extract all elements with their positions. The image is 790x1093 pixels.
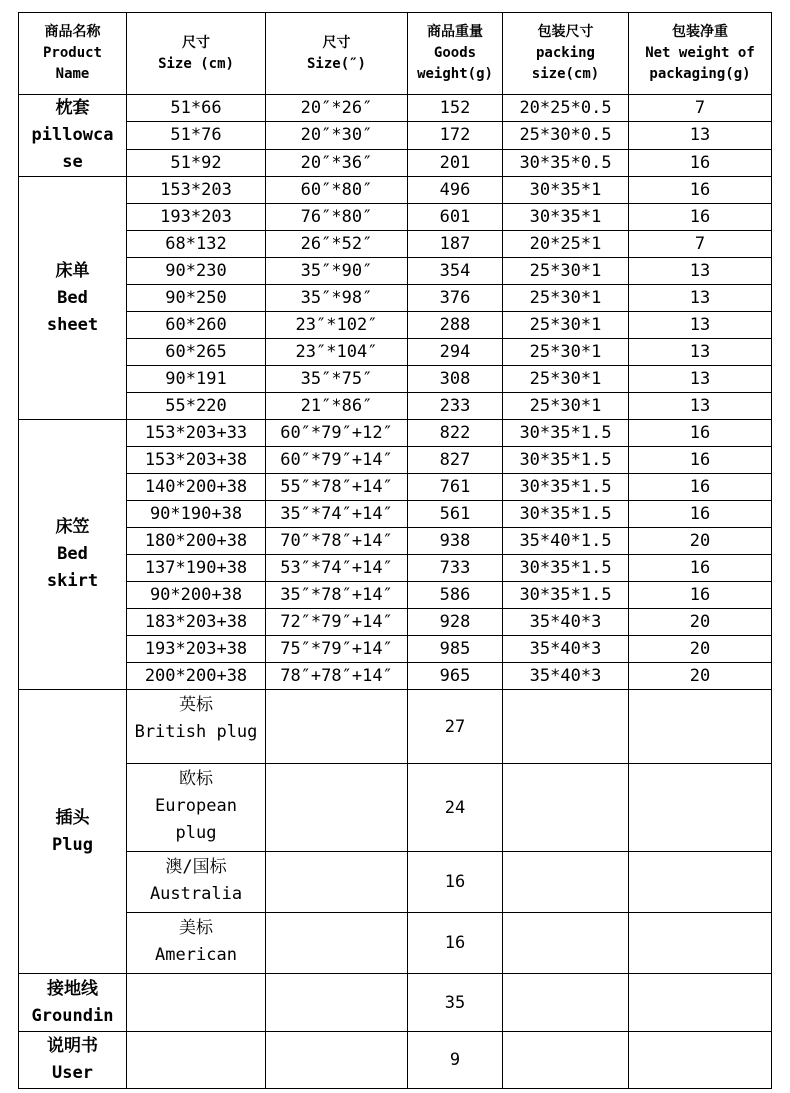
header-text: Net weight of bbox=[645, 45, 755, 61]
plug-label: 美标 bbox=[179, 918, 213, 938]
table-row bbox=[19, 258, 772, 285]
product-spec-table bbox=[18, 12, 772, 1089]
cell-size-cm: 51*92 bbox=[127, 149, 266, 176]
table-row bbox=[19, 764, 772, 852]
category-label: 插头 bbox=[55, 807, 90, 828]
cell-goods-weight: 35 bbox=[408, 974, 503, 1032]
cell-empty bbox=[629, 852, 772, 913]
table-row bbox=[19, 1032, 772, 1089]
cell-goods-weight: 308 bbox=[408, 366, 503, 393]
category-label: 枕套 bbox=[55, 98, 90, 118]
category-label: 床笠 bbox=[55, 517, 90, 537]
cell-size-inch: 72″*79″+14″ bbox=[266, 609, 408, 636]
table-row bbox=[19, 555, 772, 582]
cell-packing-size: 25*30*1 bbox=[503, 312, 629, 339]
cell-goods-weight: 761 bbox=[408, 474, 503, 501]
header-goods-weight bbox=[408, 13, 503, 95]
cell-size-cm: 137*190+38 bbox=[127, 555, 266, 582]
cell-packaging-weight: 16 bbox=[629, 474, 772, 501]
header-text: 尺寸 bbox=[182, 34, 210, 51]
cell-packaging-weight: 13 bbox=[629, 285, 772, 312]
cell-size-cm: 90*250 bbox=[127, 285, 266, 312]
cell-size-inch: 35″*78″+14″ bbox=[266, 582, 408, 609]
cell-goods-weight: 294 bbox=[408, 339, 503, 366]
header-text: Product bbox=[42, 45, 102, 61]
cell-empty bbox=[629, 1032, 772, 1089]
cell-packing-size: 30*35*1.5 bbox=[503, 447, 629, 474]
table-row bbox=[19, 690, 772, 764]
cell-goods-weight: 827 bbox=[408, 447, 503, 474]
cell-packing-size: 35*40*3 bbox=[503, 636, 629, 663]
table-row bbox=[19, 528, 772, 555]
cell-size-cm: 60*265 bbox=[127, 339, 266, 366]
cell-size-cm: 180*200+38 bbox=[127, 528, 266, 555]
cell-packaging-weight: 16 bbox=[629, 149, 772, 176]
header-text: packing bbox=[535, 45, 595, 61]
table-row bbox=[19, 636, 772, 663]
cell-packaging-weight: 13 bbox=[629, 393, 772, 420]
header-text: 包装净重 bbox=[672, 24, 728, 40]
cell-size-inch: 60″*80″ bbox=[266, 177, 408, 204]
cell-packing-size: 30*35*1.5 bbox=[503, 420, 629, 447]
table-row bbox=[19, 447, 772, 474]
cell-packing-size: 20*25*0.5 bbox=[503, 95, 629, 122]
cell-empty bbox=[503, 974, 629, 1032]
header-text: weight(g) bbox=[417, 66, 493, 82]
cell-packaging-weight: 16 bbox=[629, 555, 772, 582]
category-label: Bed bbox=[57, 287, 88, 308]
category-label: skirt bbox=[46, 571, 99, 591]
cell-goods-weight: 27 bbox=[408, 690, 503, 764]
cell-packaging-weight: 16 bbox=[629, 204, 772, 231]
category-bed-skirt bbox=[19, 420, 127, 690]
table-row bbox=[19, 149, 772, 176]
cell-packaging-weight: 7 bbox=[629, 95, 772, 122]
header-text: Size(″) bbox=[306, 55, 366, 72]
table-row bbox=[19, 852, 772, 913]
cell-size-cm: 90*230 bbox=[127, 258, 266, 285]
cell-empty bbox=[629, 690, 772, 764]
cell-size-inch: 76″*80″ bbox=[266, 204, 408, 231]
cell-size-inch: 35″*90″ bbox=[266, 258, 408, 285]
cell-size-inch: 20″*26″ bbox=[266, 95, 408, 122]
table-row bbox=[19, 95, 772, 122]
cell-size-inch: 20″*36″ bbox=[266, 149, 408, 176]
header-text: 尺寸 bbox=[322, 34, 351, 51]
cell-empty bbox=[503, 764, 629, 852]
cell-empty bbox=[629, 913, 772, 974]
table-row bbox=[19, 122, 772, 149]
plug-label: American bbox=[155, 945, 237, 965]
cell-empty bbox=[266, 1032, 408, 1089]
cell-empty bbox=[629, 974, 772, 1032]
cell-empty bbox=[629, 764, 772, 852]
cell-size-inch: 53″*74″+14″ bbox=[266, 555, 408, 582]
header-text: size(cm) bbox=[531, 66, 600, 82]
cell-size-inch: 78″+78″+14″ bbox=[266, 663, 408, 690]
header-text: packaging(g) bbox=[649, 66, 751, 82]
cell-packing-size: 25*30*1 bbox=[503, 339, 629, 366]
table-row bbox=[19, 913, 772, 974]
cell-packaging-weight: 13 bbox=[629, 339, 772, 366]
cell-goods-weight: 822 bbox=[408, 420, 503, 447]
table-row bbox=[19, 312, 772, 339]
cell-packing-size: 30*35*1.5 bbox=[503, 555, 629, 582]
category-label: User bbox=[52, 1063, 93, 1083]
cell-packaging-weight: 20 bbox=[629, 663, 772, 690]
cell-goods-weight: 24 bbox=[408, 764, 503, 852]
cell-empty bbox=[266, 974, 408, 1032]
plug-label: 澳/国标 bbox=[165, 857, 227, 877]
header-size-cm bbox=[127, 13, 266, 95]
table-row bbox=[19, 177, 772, 204]
cell-size-cm: 140*200+38 bbox=[127, 474, 266, 501]
table-row bbox=[19, 285, 772, 312]
plug-type-european bbox=[127, 764, 266, 852]
plug-label: plug bbox=[175, 823, 217, 843]
table-body bbox=[19, 95, 772, 1089]
category-label: 接地线 bbox=[47, 978, 98, 999]
cell-goods-weight: 187 bbox=[408, 231, 503, 258]
header-text: Size (cm) bbox=[158, 55, 234, 72]
category-label: 床单 bbox=[55, 260, 90, 281]
table-row bbox=[19, 231, 772, 258]
table-row bbox=[19, 474, 772, 501]
cell-packing-size: 25*30*1 bbox=[503, 366, 629, 393]
header-text: Name bbox=[55, 66, 90, 82]
cell-packaging-weight: 20 bbox=[629, 528, 772, 555]
table-row bbox=[19, 974, 772, 1032]
cell-empty bbox=[127, 1032, 266, 1089]
header-packaging-weight bbox=[629, 13, 772, 95]
cell-packing-size: 25*30*1 bbox=[503, 258, 629, 285]
header-text: 包装尺寸 bbox=[537, 24, 594, 40]
table-row bbox=[19, 339, 772, 366]
plug-label: Australia bbox=[149, 884, 243, 904]
cell-packaging-weight: 7 bbox=[629, 231, 772, 258]
cell-packing-size: 35*40*1.5 bbox=[503, 528, 629, 555]
cell-size-cm: 68*132 bbox=[127, 231, 266, 258]
cell-goods-weight: 16 bbox=[408, 852, 503, 913]
cell-size-cm: 193*203 bbox=[127, 204, 266, 231]
cell-size-cm: 90*191 bbox=[127, 366, 266, 393]
cell-goods-weight: 376 bbox=[408, 285, 503, 312]
cell-packing-size: 30*35*1 bbox=[503, 204, 629, 231]
cell-packaging-weight: 16 bbox=[629, 177, 772, 204]
cell-empty bbox=[266, 852, 408, 913]
table-row bbox=[19, 663, 772, 690]
cell-empty bbox=[503, 913, 629, 974]
cell-size-inch: 60″*79″+14″ bbox=[266, 447, 408, 474]
category-plug bbox=[19, 690, 127, 974]
category-bed-sheet bbox=[19, 177, 127, 420]
cell-goods-weight: 201 bbox=[408, 149, 503, 176]
cell-packing-size: 30*35*1.5 bbox=[503, 582, 629, 609]
table-row bbox=[19, 204, 772, 231]
cell-size-inch: 20″*30″ bbox=[266, 122, 408, 149]
category-label: 说明书 bbox=[47, 1036, 98, 1056]
cell-packaging-weight: 13 bbox=[629, 366, 772, 393]
cell-packaging-weight: 13 bbox=[629, 122, 772, 149]
header-product-name bbox=[19, 13, 127, 95]
cell-size-cm: 60*260 bbox=[127, 312, 266, 339]
cell-packing-size: 30*35*1 bbox=[503, 177, 629, 204]
cell-goods-weight: 233 bbox=[408, 393, 503, 420]
cell-size-inch: 60″*79″+12″ bbox=[266, 420, 408, 447]
cell-size-inch: 35″*75″ bbox=[266, 366, 408, 393]
table-row bbox=[19, 393, 772, 420]
cell-packing-size: 30*35*1.5 bbox=[503, 474, 629, 501]
cell-size-inch: 23″*104″ bbox=[266, 339, 408, 366]
plug-label: 英标 bbox=[179, 695, 213, 715]
cell-size-inch: 70″*78″+14″ bbox=[266, 528, 408, 555]
table-row bbox=[19, 501, 772, 528]
category-user-manual bbox=[19, 1032, 127, 1089]
cell-size-cm: 193*203+38 bbox=[127, 636, 266, 663]
cell-goods-weight: 288 bbox=[408, 312, 503, 339]
header-text: 商品重量 bbox=[427, 24, 483, 40]
cell-packaging-weight: 16 bbox=[629, 420, 772, 447]
cell-goods-weight: 985 bbox=[408, 636, 503, 663]
cell-size-cm: 153*203+33 bbox=[127, 420, 266, 447]
cell-size-cm: 51*66 bbox=[127, 95, 266, 122]
cell-goods-weight: 561 bbox=[408, 501, 503, 528]
plug-type-british bbox=[127, 690, 266, 764]
cell-goods-weight: 9 bbox=[408, 1032, 503, 1089]
header-text: Goods bbox=[433, 45, 477, 61]
cell-goods-weight: 172 bbox=[408, 122, 503, 149]
category-label: Groundin bbox=[31, 1005, 114, 1026]
cell-size-cm: 200*200+38 bbox=[127, 663, 266, 690]
cell-size-inch: 26″*52″ bbox=[266, 231, 408, 258]
cell-size-inch: 75″*79″+14″ bbox=[266, 636, 408, 663]
category-label: Plug bbox=[52, 834, 93, 855]
category-label: se bbox=[62, 152, 83, 172]
cell-size-cm: 51*76 bbox=[127, 122, 266, 149]
cell-empty bbox=[266, 913, 408, 974]
cell-empty bbox=[503, 852, 629, 913]
header-size-inch bbox=[266, 13, 408, 95]
plug-label: 欧标 bbox=[179, 769, 213, 789]
cell-empty bbox=[127, 974, 266, 1032]
plug-label: European bbox=[155, 796, 237, 816]
cell-goods-weight: 601 bbox=[408, 204, 503, 231]
plug-label: British plug bbox=[134, 722, 258, 742]
cell-goods-weight: 354 bbox=[408, 258, 503, 285]
table-row bbox=[19, 609, 772, 636]
cell-goods-weight: 152 bbox=[408, 95, 503, 122]
category-label: Bed bbox=[57, 544, 88, 564]
cell-size-inch: 21″*86″ bbox=[266, 393, 408, 420]
category-pillowcase bbox=[19, 95, 127, 177]
table-row bbox=[19, 366, 772, 393]
cell-size-cm: 183*203+38 bbox=[127, 609, 266, 636]
cell-packaging-weight: 16 bbox=[629, 582, 772, 609]
cell-size-cm: 153*203 bbox=[127, 177, 266, 204]
cell-size-inch: 35″*74″+14″ bbox=[266, 501, 408, 528]
cell-packing-size: 35*40*3 bbox=[503, 663, 629, 690]
category-ground-wire bbox=[19, 974, 127, 1032]
cell-empty bbox=[503, 690, 629, 764]
cell-goods-weight: 586 bbox=[408, 582, 503, 609]
cell-size-inch: 35″*98″ bbox=[266, 285, 408, 312]
cell-empty bbox=[503, 1032, 629, 1089]
cell-packaging-weight: 16 bbox=[629, 501, 772, 528]
plug-type-australia bbox=[127, 852, 266, 913]
cell-packing-size: 25*30*1 bbox=[503, 393, 629, 420]
category-label: pillowca bbox=[31, 125, 114, 145]
cell-packing-size: 35*40*3 bbox=[503, 609, 629, 636]
header-row bbox=[19, 13, 772, 95]
cell-goods-weight: 496 bbox=[408, 177, 503, 204]
header-text: 商品名称 bbox=[44, 24, 101, 40]
cell-goods-weight: 965 bbox=[408, 663, 503, 690]
cell-packing-size: 25*30*0.5 bbox=[503, 122, 629, 149]
cell-size-inch: 23″*102″ bbox=[266, 312, 408, 339]
cell-packaging-weight: 16 bbox=[629, 447, 772, 474]
cell-goods-weight: 928 bbox=[408, 609, 503, 636]
table-row bbox=[19, 420, 772, 447]
cell-goods-weight: 733 bbox=[408, 555, 503, 582]
plug-type-american bbox=[127, 913, 266, 974]
cell-size-inch: 55″*78″+14″ bbox=[266, 474, 408, 501]
cell-empty bbox=[266, 764, 408, 852]
cell-packaging-weight: 13 bbox=[629, 258, 772, 285]
cell-size-cm: 55*220 bbox=[127, 393, 266, 420]
cell-packing-size: 25*30*1 bbox=[503, 285, 629, 312]
cell-packing-size: 20*25*1 bbox=[503, 231, 629, 258]
cell-empty bbox=[266, 690, 408, 764]
cell-goods-weight: 938 bbox=[408, 528, 503, 555]
table-row bbox=[19, 582, 772, 609]
category-label: sheet bbox=[46, 314, 99, 335]
cell-size-cm: 90*190+38 bbox=[127, 501, 266, 528]
cell-size-cm: 90*200+38 bbox=[127, 582, 266, 609]
cell-packaging-weight: 20 bbox=[629, 609, 772, 636]
cell-goods-weight: 16 bbox=[408, 913, 503, 974]
cell-packing-size: 30*35*0.5 bbox=[503, 149, 629, 176]
cell-size-cm: 153*203+38 bbox=[127, 447, 266, 474]
cell-packing-size: 30*35*1.5 bbox=[503, 501, 629, 528]
cell-packaging-weight: 20 bbox=[629, 636, 772, 663]
cell-packaging-weight: 13 bbox=[629, 312, 772, 339]
header-packing-size bbox=[503, 13, 629, 95]
